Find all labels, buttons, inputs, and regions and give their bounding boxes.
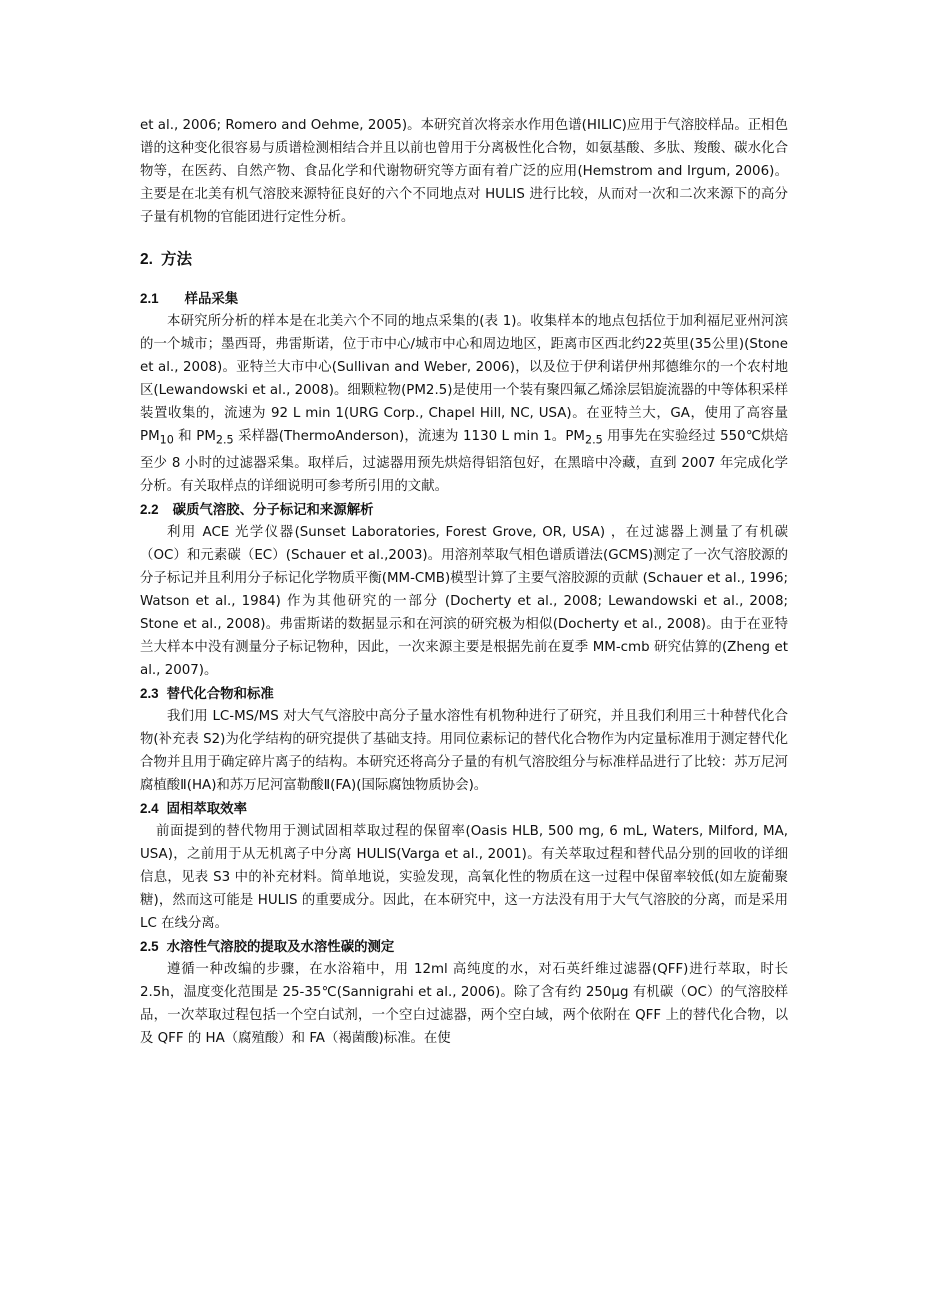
section-2-5-paragraph: 遵循一种改编的步骤，在水浴箱中，用 12ml 高纯度的水，对石英纤维过滤器(QFF)进行萃取，时长 2.5h，温度变化范围是 25-35℃(Sannigrahi et al., 2006)。除了含有约 250μg 有机碳（OC）的气溶胶样品，一次萃取过程包括一个空白试剂，一个空白过滤器，两个空白域，两个依附在 QFF 上的替代化合物，以及 QFF 的 HA（腐殖酸）和 FA（褐菌酸)标准。在使 bbox=[140, 961, 788, 1046]
section-2-2-title: 碳质气溶胶、分子标记和来源解析 bbox=[172, 501, 374, 517]
section-2-1-title: 样品采集 bbox=[184, 291, 239, 306]
methods-number: 2. bbox=[140, 251, 153, 268]
section-2-4-title: 固相萃取效率 bbox=[166, 800, 247, 816]
section-2-5-title: 水溶性气溶胶的提取及水溶性碳的测定 bbox=[166, 938, 395, 954]
section-2-3-number: 2.3 bbox=[140, 685, 159, 701]
section-2-1-heading bbox=[140, 287, 788, 310]
section-2-2-paragraph: 利用 ACE 光学仪器(Sunset Laboratories, Forest Grove, OR, USA) ，在过滤器上测量了有机碳（OC）和元素碳（EC）(Schauer et al.,2003)。用溶剂萃取气相色谱质谱法(GCMS)测定了一次气溶胶源的分子标记并且利用分子标记化学物质平衡(MM-CMB)模型计算了主要气溶胶源的贡献 (Schauer et al., 1996; Watson et al., 1984) 作为其他研究的一部分 (Docherty et al., 2008; Lewandowski et al., 2008; Stone et al., 2008)。弗雷斯诺的数据显示和在河滨的研究极为相似(Docherty et al., 2008)。由于在亚特兰大样本中没有测量分子标记物种，因此，一次来源主要是根据先前在夏季 MM-cmb 研究估算的(Zheng et al., 2007)。 bbox=[140, 524, 788, 678]
section-2-1-paragraph: 本研究所分析的样本是在北美六个不同的地点采集的(表 1)。收集样本的地点包括位于加利福尼亚州河滨的一个城市；墨西哥，弗雷斯诺，位于市中心/城市中心和周边地区，距离市区西北约22英里(35公里)(Stone et al., 2008)。亚特兰大市中心(Sullivan and Weber, 2006)，以及位于伊利诺伊州邦德维尔的一个农村地区(Lewandowski et al., 2008)。细颗粒物(PM2.5)是使用一个装有聚四氟乙烯涂层铝旋流器的中等体积采样装置收集的，流速为 92 L min 1(URG Corp., Chapel Hill, NC, USA)。在亚特兰大，GA，使用了高容量 $PM_{10}$ 和 $PM_{2.5}$ 采样器(ThermoAnderson)，流速为 1130 L min 1。$PM_{2.5}$ 用事先在实验经过 550℃烘焙至少 8 小时的过滤器采集。取样后，过滤器用预先烘焙得铝箔包好，在黑暗中冷藏，直到 2007 年完成化学分析。有关取样点的详细说明可参考所引用的文献。 bbox=[140, 314, 788, 494]
section-2-4-heading bbox=[140, 797, 788, 820]
section-2-3-heading bbox=[140, 682, 788, 705]
intro-paragraph: et al., 2006; Romero and Oehme, 2005)。本研究首次将亲水作用色谱(HILIC)应用于气溶胶样品。正相色谱的这种变化很容易与质谱检测相结合并且以前也曾用于分离极性化合物，如氨基酸、多肽、羧酸、碳水化合物等，在医药、自然产物、食品化学和代谢物研究等方面有着广泛的应用(Hemstrom and Irgum, 2006)。主要是在北美有机气溶胶来源特征良好的六个不同地点对 HULIS 进行比较，从而对一次和二次来源下的高分子量有机物的官能团进行定性分析。 bbox=[140, 118, 788, 225]
section-2-4-number: 2.4 bbox=[140, 800, 159, 816]
methods-title: 方法 bbox=[160, 251, 192, 268]
section-2-2-heading bbox=[140, 498, 788, 521]
methods-heading bbox=[140, 247, 788, 269]
section-2-5-number: 2.5 bbox=[140, 938, 159, 954]
section-2-1-number: 2.1 bbox=[140, 291, 159, 306]
section-2-5-heading bbox=[140, 935, 788, 958]
section-2-3-title: 替代化合物和标准 bbox=[166, 685, 274, 701]
section-2-2-number: 2.2 bbox=[140, 501, 159, 517]
section-2-4-paragraph: 前面提到的替代物用于测试固相萃取过程的保留率(Oasis HLB, 500 mg, 6 mL, Waters, Milford, MA, USA)，之前用于从无机离子中分离 HULIS(Varga et al., 2001)。有关萃取过程和替代品分别的回收的详细信息，见表 S3 中的补充材料。简单地说，实验发现，高氧化性的物质在这一过程中保留率较低(如左旋葡聚糖)，然而这可能是 HULIS 的重要成分。因此，在本研究中，这一方法没有用于大气气溶胶的分离，而是采用 LC 在线分离。 bbox=[140, 823, 788, 931]
section-2-3-paragraph: 我们用 LC-MS/MS 对大气气溶胶中高分子量水溶性有机物种进行了研究，并且我们利用三十种替代化合物(补充表 S2)为化学结构的研究提供了基础支持。用同位素标记的替代化合物作为内定量标准用于测定替代化合物并且用于确定碎片离子的结构。本研究还将高分子量的有机气溶胶组分与标准样品进行了比较：苏万尼河腐植酸Ⅱ(HA)和苏万尼河富勒酸Ⅱ(FA)(国际腐蚀物质协会)。 bbox=[140, 708, 788, 793]
document-page bbox=[140, 112, 788, 1050]
